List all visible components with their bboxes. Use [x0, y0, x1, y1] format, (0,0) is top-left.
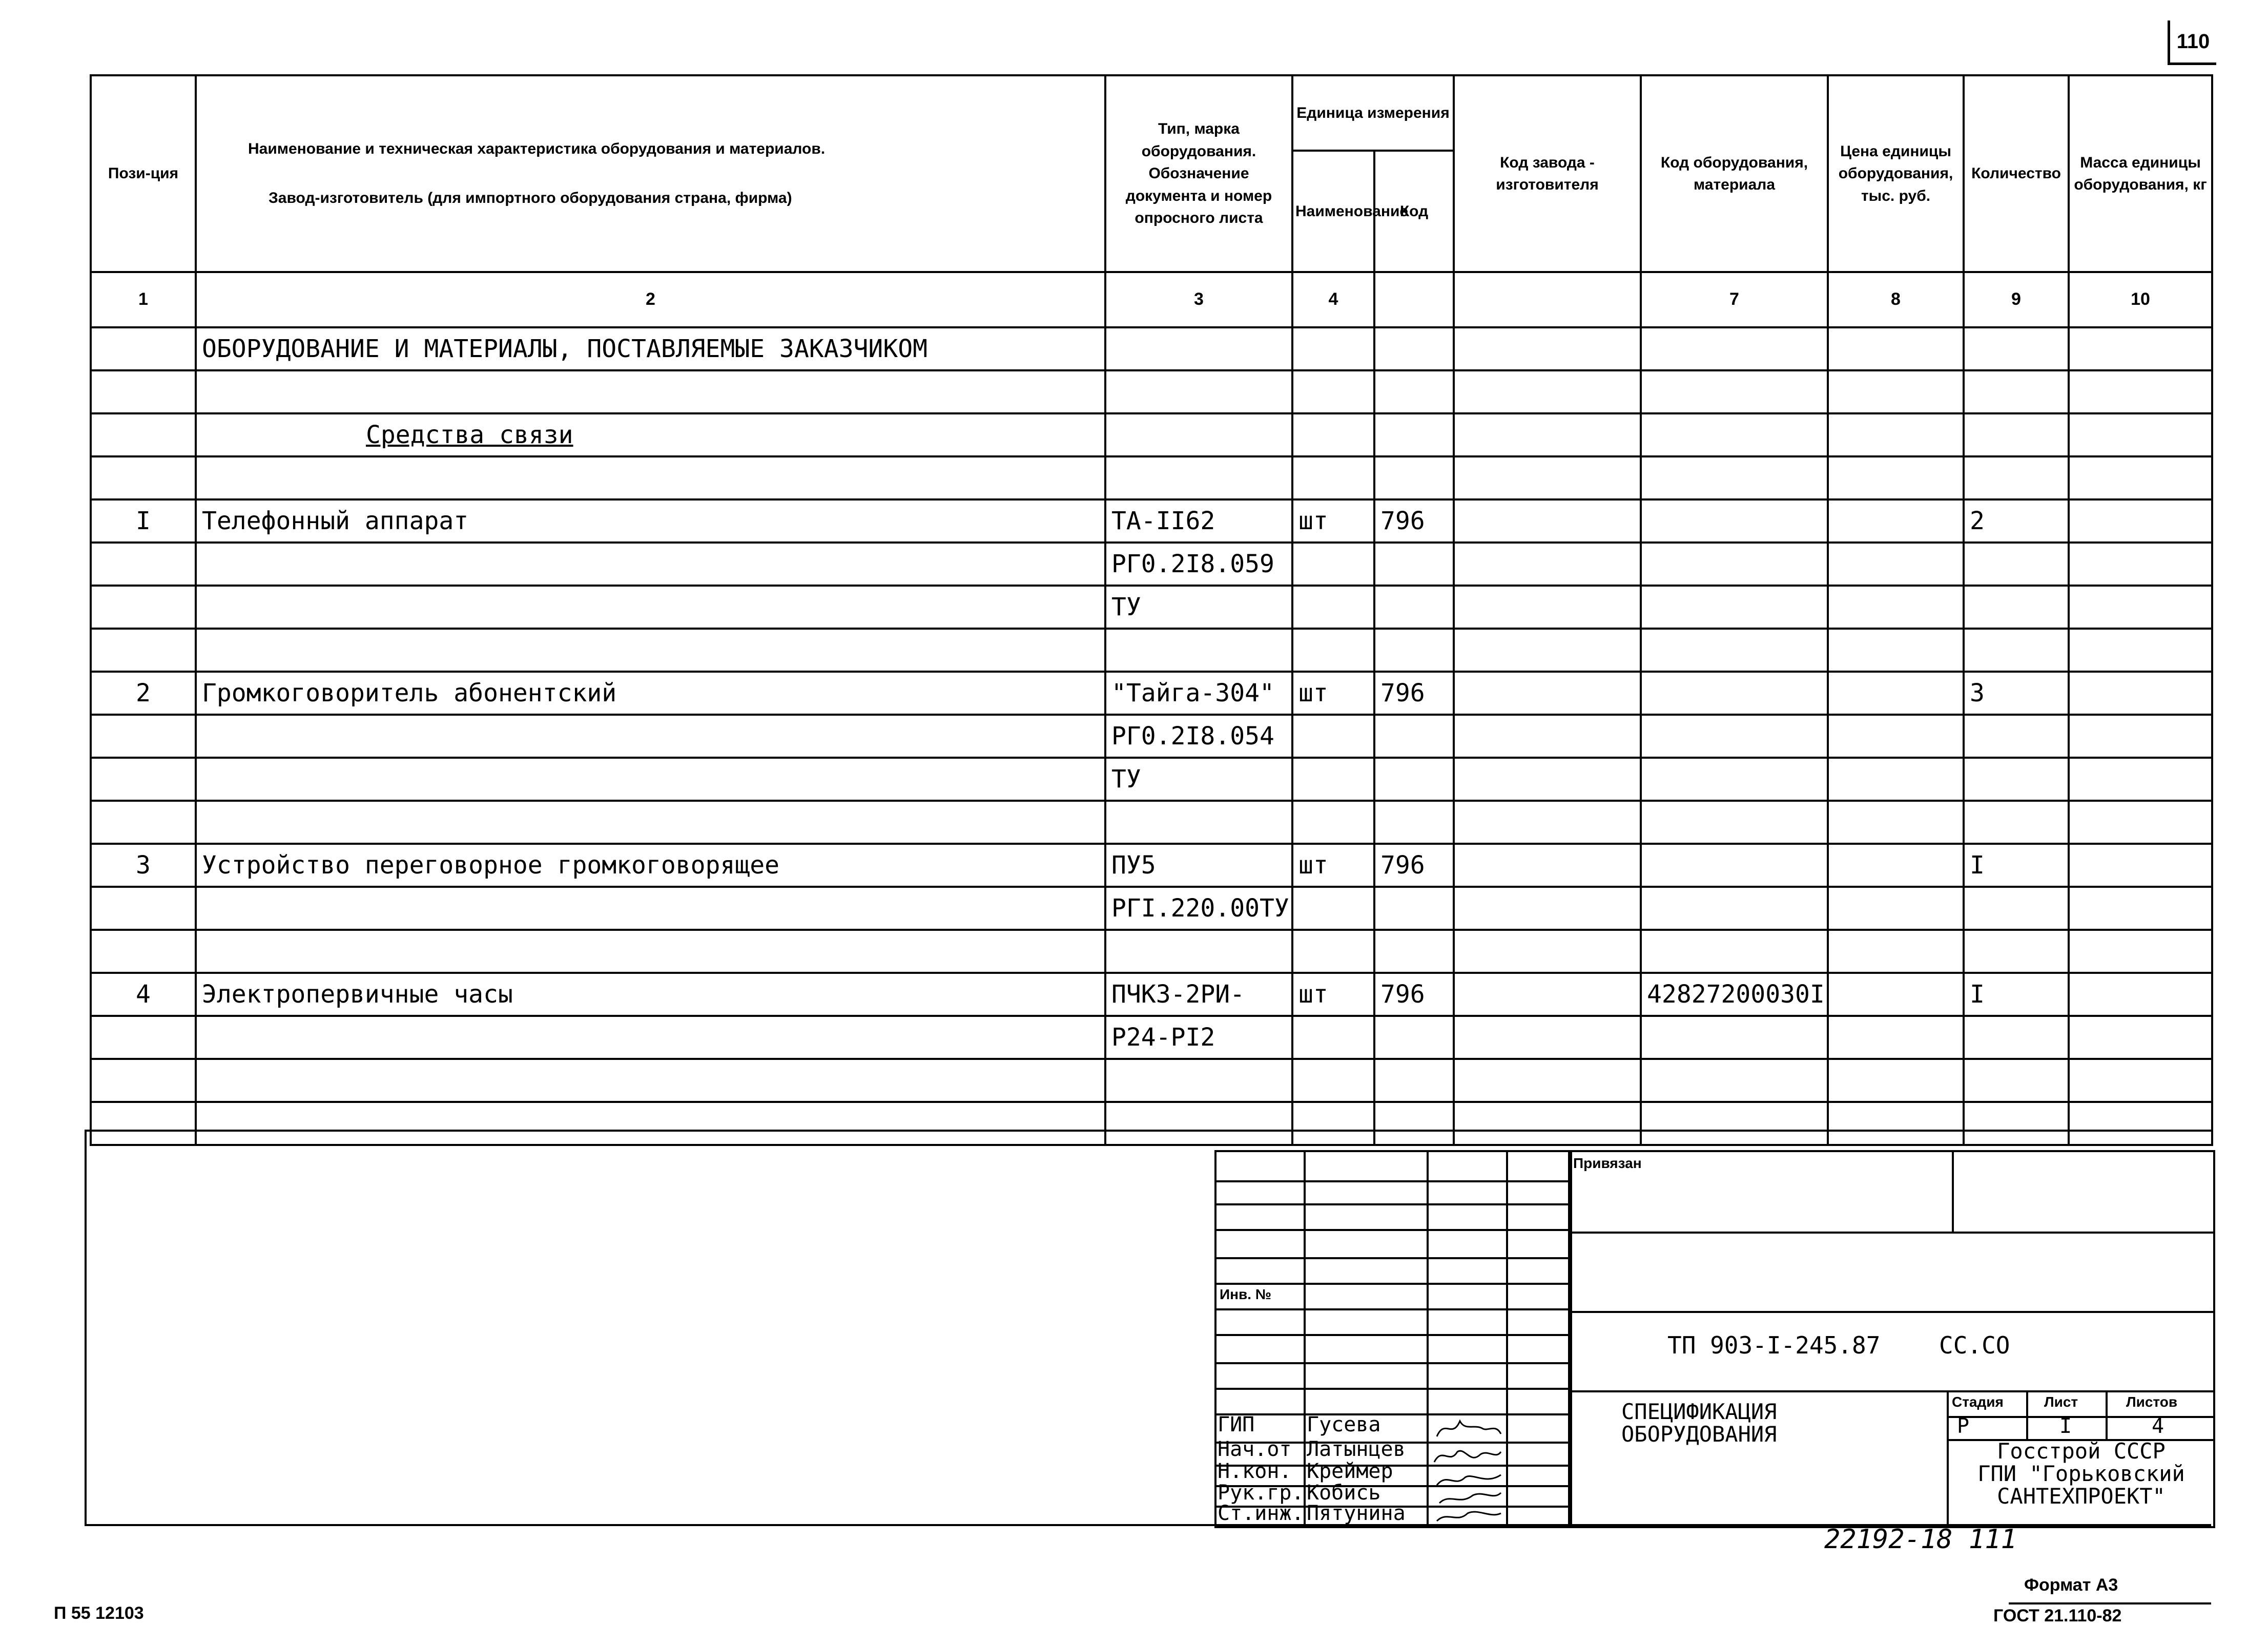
table-cell-qty: 2: [1964, 499, 2069, 543]
table-row: [91, 672, 2212, 715]
table-cell-type: Р24-РI2: [1105, 1016, 1292, 1059]
table-cell-mass: [2069, 629, 2212, 672]
table-cell-pos: [91, 370, 196, 413]
table-cell-name: Устройство переговорное громкоговорящее: [196, 844, 1105, 887]
table-cell-factory: [1454, 499, 1641, 543]
specification-table: [90, 74, 2213, 1146]
table-cell-code: 796: [1374, 973, 1454, 1016]
table-cell-qty: [1964, 413, 2069, 456]
table-row: [91, 543, 2212, 586]
signatory-role: Ст.инж.: [1218, 1502, 1304, 1525]
table-cell-qty: I: [1964, 844, 2069, 887]
table-cell-factory: [1454, 543, 1641, 586]
table-row: [91, 1059, 2212, 1102]
table-cell-qty: [1964, 629, 2069, 672]
table-cell-price: [1828, 973, 1964, 1016]
col-number: [1454, 272, 1641, 327]
table-cell-type: [1105, 1102, 1292, 1145]
table-row: [91, 930, 2212, 973]
table-cell-code: [1374, 543, 1454, 586]
table-row: [91, 499, 2212, 543]
sheet-label: Лист: [2044, 1394, 2078, 1410]
table-cell-unit: [1292, 930, 1374, 973]
table-cell-name: [196, 1016, 1105, 1059]
table-cell-equip: [1641, 370, 1828, 413]
table-cell-price: [1828, 930, 1964, 973]
table-cell-unit: [1292, 586, 1374, 629]
table-cell-code: [1374, 715, 1454, 758]
table-cell-type: ПУ5: [1105, 844, 1292, 887]
table-row: [91, 413, 2212, 456]
header-mass: Масса единицы оборудования, кг: [2069, 75, 2212, 272]
table-cell-name: [196, 629, 1105, 672]
table-cell-mass: [2069, 973, 2212, 1016]
table-cell-mass: [2069, 672, 2212, 715]
table-cell-mass: [2069, 758, 2212, 801]
table-cell-code: [1374, 801, 1454, 844]
table-cell-name: [196, 1102, 1105, 1145]
table-cell-equip: [1641, 930, 1828, 973]
table-cell-mass: [2069, 715, 2212, 758]
table-cell-unit: [1292, 1059, 1374, 1102]
table-cell-type: РГ0.2I8.059: [1105, 543, 1292, 586]
table-cell-pos: [91, 413, 196, 456]
table-cell-factory: [1454, 586, 1641, 629]
table-cell-name: [196, 758, 1105, 801]
table-cell-unit: [1292, 413, 1374, 456]
table-cell-qty: [1964, 586, 2069, 629]
table-cell-unit: [1292, 629, 1374, 672]
signatory-name: Креймер: [1307, 1460, 1393, 1483]
table-cell-equip: [1641, 1016, 1828, 1059]
table-cell-factory: [1454, 672, 1641, 715]
table-cell-type: [1105, 413, 1292, 456]
sheets-label: Листов: [2126, 1394, 2178, 1410]
header-name-line1: Наименование и техническая характеристика оборудования и материалов.: [248, 140, 826, 157]
document-title-line2: ОБОРУДОВАНИЯ: [1621, 1422, 1777, 1447]
table-cell-pos: I: [91, 499, 196, 543]
header-quantity: Количество: [1964, 75, 2069, 272]
table-cell-unit: шт: [1292, 672, 1374, 715]
frame-line: [2009, 1602, 2211, 1604]
table-cell-qty: [1964, 887, 2069, 930]
table-cell-factory: [1454, 973, 1641, 1016]
table-cell-price: [1828, 629, 1964, 672]
table-row: [91, 887, 2212, 930]
header-equipment-code: Код оборудования, материала: [1641, 75, 1828, 272]
header-factory-code: Код завода - изготовителя: [1454, 75, 1641, 272]
table-cell-factory: [1454, 715, 1641, 758]
table-cell-price: [1828, 327, 1964, 370]
signature-grid: [1214, 1150, 1572, 1528]
table-cell-qty: [1964, 327, 2069, 370]
table-cell-name: Электропервичные часы: [196, 973, 1105, 1016]
table-cell-pos: 4: [91, 973, 196, 1016]
table-cell-pos: [91, 586, 196, 629]
table-cell-unit: шт: [1292, 499, 1374, 543]
header-unit: Единица измерения: [1292, 75, 1454, 151]
table-cell-qty: I: [1964, 973, 2069, 1016]
table-cell-pos: [91, 629, 196, 672]
table-cell-unit: [1292, 715, 1374, 758]
table-cell-name: [196, 586, 1105, 629]
table-cell-unit: [1292, 456, 1374, 499]
table-cell-mass: [2069, 801, 2212, 844]
col-number: 9: [1964, 272, 2069, 327]
table-cell-name: [196, 543, 1105, 586]
organization-line2: ГПИ "Горьковский: [1977, 1461, 2185, 1487]
inventory-number-label: Инв. №: [1220, 1286, 1272, 1302]
table-row: [91, 1016, 2212, 1059]
document-suffix: СС.СО: [1939, 1331, 2010, 1359]
table-cell-factory: [1454, 1102, 1641, 1145]
table-cell-unit: [1292, 370, 1374, 413]
table-cell-unit: [1292, 543, 1374, 586]
table-cell-pos: [91, 758, 196, 801]
table-cell-price: [1828, 543, 1964, 586]
signatory-name: Пятунина: [1307, 1502, 1406, 1525]
table-cell-pos: [91, 930, 196, 973]
col-number: 3: [1105, 272, 1292, 327]
table-cell-factory: [1454, 801, 1641, 844]
handwritten-number: 22192-18 111: [1824, 1524, 2017, 1555]
table-cell-code: [1374, 930, 1454, 973]
table-cell-factory: [1454, 413, 1641, 456]
signatory-name: Гусева: [1307, 1413, 1381, 1436]
col-number: 10: [2069, 272, 2212, 327]
table-cell-pos: [91, 327, 196, 370]
table-cell-price: [1828, 1059, 1964, 1102]
table-cell-type: [1105, 370, 1292, 413]
gost-label: ГОСТ 21.110-82: [1993, 1606, 2122, 1625]
table-cell-mass: [2069, 413, 2212, 456]
frame-line: [85, 1130, 87, 1524]
sheets-value: 4: [2152, 1414, 2164, 1438]
table-cell-price: [1828, 586, 1964, 629]
table-cell-type: [1105, 327, 1292, 370]
table-cell-mass: [2069, 1102, 2212, 1145]
table-cell-mass: [2069, 887, 2212, 930]
table-cell-type: [1105, 629, 1292, 672]
signatory-role: ГИП: [1218, 1413, 1255, 1436]
col-number: 8: [1828, 272, 1964, 327]
table-cell-qty: [1964, 1102, 2069, 1145]
table-cell-pos: [91, 1059, 196, 1102]
table-cell-factory: [1454, 327, 1641, 370]
table-cell-type: ТУ: [1105, 586, 1292, 629]
table-cell-unit: [1292, 887, 1374, 930]
table-cell-factory: [1454, 1059, 1641, 1102]
signatory-role: Н.кон.: [1218, 1460, 1292, 1483]
header-type: Тип, марка оборудования. Обозначение документа и номер опросного листа: [1105, 75, 1292, 272]
table-cell-equip: [1641, 543, 1828, 586]
table-cell-name: [196, 370, 1105, 413]
table-row: [91, 973, 2212, 1016]
table-cell-name: [196, 1059, 1105, 1102]
table-cell-pos: [91, 1102, 196, 1145]
table-cell-equip: [1641, 499, 1828, 543]
table-row: [91, 1102, 2212, 1145]
table-cell-equip: [1641, 413, 1828, 456]
col-number: 1: [91, 272, 196, 327]
table-cell-type: [1105, 930, 1292, 973]
table-cell-qty: [1964, 543, 2069, 586]
table-cell-equip: [1641, 629, 1828, 672]
table-cell-pos: [91, 543, 196, 586]
header-name: [196, 75, 1105, 272]
table-cell-factory: [1454, 456, 1641, 499]
table-cell-equip: [1641, 586, 1828, 629]
table-cell-code: 796: [1374, 672, 1454, 715]
table-row: [91, 844, 2212, 887]
table-cell-code: [1374, 327, 1454, 370]
signature-marks: [1429, 1416, 1506, 1526]
table-cell-pos: 3: [91, 844, 196, 887]
table-cell-pos: 2: [91, 672, 196, 715]
table-cell-unit: [1292, 1016, 1374, 1059]
table-cell-code: 796: [1374, 844, 1454, 887]
table-cell-qty: [1964, 758, 2069, 801]
sheet-value: I: [2059, 1414, 2072, 1438]
table-cell-equip: [1641, 758, 1828, 801]
table-cell-code: [1374, 370, 1454, 413]
table-cell-mass: [2069, 543, 2212, 586]
table-cell-qty: [1964, 1059, 2069, 1102]
table-cell-unit: шт: [1292, 973, 1374, 1016]
table-cell-price: [1828, 672, 1964, 715]
linked-label: Привязан: [1573, 1155, 1642, 1171]
table-row: [91, 629, 2212, 672]
table-cell-type: "Тайга-304": [1105, 672, 1292, 715]
table-cell-qty: [1964, 370, 2069, 413]
table-cell-mass: [2069, 327, 2212, 370]
table-cell-mass: [2069, 1016, 2212, 1059]
table-cell-price: [1828, 844, 1964, 887]
document-title: [1621, 1401, 1777, 1446]
table-cell-price: [1828, 499, 1964, 543]
table-cell-pos: [91, 456, 196, 499]
table-cell-name: ОБОРУДОВАНИЕ И МАТЕРИАЛЫ, ПОСТАВЛЯЕМЫЕ ЗАКАЗЧИКОМ: [196, 327, 1105, 370]
table-cell-factory: [1454, 370, 1641, 413]
table-cell-factory: [1454, 930, 1641, 973]
col-number: 4: [1292, 272, 1374, 327]
header-name-line2: Завод-изготовитель (для импортного оборудования страна, фирма): [269, 190, 792, 206]
table-cell-name: Средства связи: [196, 413, 1105, 456]
table-cell-mass: [2069, 370, 2212, 413]
table-cell-mass: [2069, 844, 2212, 887]
table-cell-qty: [1964, 930, 2069, 973]
page-number: 110: [2168, 20, 2216, 65]
table-row: [91, 327, 2212, 370]
signatory-role: Нач.от: [1218, 1437, 1292, 1461]
header-unit-name: Наименование: [1292, 151, 1374, 272]
table-cell-pos: [91, 715, 196, 758]
header-price: Цена единицы оборудования, тыс. руб.: [1828, 75, 1964, 272]
table-cell-mass: [2069, 1059, 2212, 1102]
table-row: [91, 370, 2212, 413]
specification-body: [91, 327, 2212, 1145]
signatory-role: Рук.гр.: [1218, 1481, 1304, 1505]
table-cell-name: [196, 456, 1105, 499]
signatory-name: Кобись: [1307, 1481, 1381, 1505]
table-cell-type: РГI.220.00ТУ: [1105, 887, 1292, 930]
table-cell-type: РГ0.2I8.054: [1105, 715, 1292, 758]
print-code: П 55 12103: [54, 1603, 144, 1623]
table-cell-price: [1828, 1016, 1964, 1059]
table-cell-price: [1828, 370, 1964, 413]
table-cell-code: [1374, 1059, 1454, 1102]
table-cell-mass: [2069, 456, 2212, 499]
table-row: [91, 801, 2212, 844]
table-cell-price: [1828, 887, 1964, 930]
table-cell-equip: 42827200030I: [1641, 973, 1828, 1016]
header-position: Пози-ция: [91, 75, 196, 272]
document-code: ТП 903-I-245.87: [1667, 1331, 1881, 1359]
table-row: [91, 586, 2212, 629]
table-cell-factory: [1454, 844, 1641, 887]
signatory-name: Латынцев: [1307, 1437, 1406, 1461]
table-cell-price: [1828, 715, 1964, 758]
title-block: [1568, 1150, 2215, 1528]
document-title-line1: СПЕЦИФИКАЦИЯ: [1621, 1399, 1777, 1424]
table-cell-qty: [1964, 456, 2069, 499]
table-cell-price: [1828, 801, 1964, 844]
table-cell-code: [1374, 586, 1454, 629]
table-cell-code: [1374, 758, 1454, 801]
table-cell-factory: [1454, 629, 1641, 672]
table-cell-code: [1374, 456, 1454, 499]
table-cell-code: 796: [1374, 499, 1454, 543]
table-cell-type: ТА-II62: [1105, 499, 1292, 543]
table-row: [91, 456, 2212, 499]
table-cell-qty: [1964, 715, 2069, 758]
table-cell-equip: [1641, 327, 1828, 370]
stage-label: Стадия: [1952, 1394, 2004, 1410]
organization-line3: САНТЕХПРОЕКТ": [1997, 1484, 2166, 1509]
table-cell-code: [1374, 1102, 1454, 1145]
table-cell-type: ПЧКЗ-2РИ-: [1105, 973, 1292, 1016]
table-cell-mass: [2069, 499, 2212, 543]
format-label: Формат А3: [2024, 1575, 2118, 1595]
table-cell-pos: [91, 1016, 196, 1059]
table-cell-name: [196, 887, 1105, 930]
table-cell-code: [1374, 413, 1454, 456]
table-cell-equip: [1641, 672, 1828, 715]
table-cell-type: [1105, 456, 1292, 499]
table-cell-equip: [1641, 1102, 1828, 1145]
table-cell-pos: [91, 801, 196, 844]
table-cell-qty: 3: [1964, 672, 2069, 715]
table-cell-unit: [1292, 327, 1374, 370]
table-cell-code: [1374, 629, 1454, 672]
col-number: 2: [196, 272, 1105, 327]
table-cell-unit: [1292, 1102, 1374, 1145]
table-cell-price: [1828, 1102, 1964, 1145]
header-unit-code: Код: [1374, 151, 1454, 272]
table-cell-name: [196, 715, 1105, 758]
table-cell-price: [1828, 456, 1964, 499]
column-numbers-row: [91, 272, 2212, 327]
table-cell-code: [1374, 887, 1454, 930]
table-row: [91, 758, 2212, 801]
table-cell-qty: [1964, 1016, 2069, 1059]
table-cell-equip: [1641, 844, 1828, 887]
table-cell-price: [1828, 413, 1964, 456]
table-cell-mass: [2069, 930, 2212, 973]
table-cell-equip: [1641, 887, 1828, 930]
table-cell-equip: [1641, 456, 1828, 499]
table-cell-unit: шт: [1292, 844, 1374, 887]
table-cell-equip: [1641, 1059, 1828, 1102]
table-cell-name: [196, 801, 1105, 844]
table-cell-mass: [2069, 586, 2212, 629]
table-cell-factory: [1454, 1016, 1641, 1059]
table-cell-factory: [1454, 758, 1641, 801]
col-number: [1374, 272, 1454, 327]
table-cell-unit: [1292, 758, 1374, 801]
stage-value: Р: [1957, 1414, 1970, 1438]
table-row: [91, 715, 2212, 758]
table-cell-factory: [1454, 887, 1641, 930]
table-cell-type: [1105, 1059, 1292, 1102]
organization: [1952, 1440, 2211, 1508]
table-cell-qty: [1964, 801, 2069, 844]
table-cell-name: Телефонный аппарат: [196, 499, 1105, 543]
table-cell-type: ТУ: [1105, 758, 1292, 801]
table-cell-unit: [1292, 801, 1374, 844]
table-cell-name: [196, 930, 1105, 973]
table-cell-pos: [91, 887, 196, 930]
frame-line: [85, 1130, 2211, 1132]
col-number: 7: [1641, 272, 1828, 327]
table-cell-type: [1105, 801, 1292, 844]
table-cell-code: [1374, 1016, 1454, 1059]
table-cell-name: Громкоговоритель абонентский: [196, 672, 1105, 715]
organization-line1: Госстрой СССР: [1997, 1438, 2166, 1464]
table-cell-price: [1828, 758, 1964, 801]
table-cell-equip: [1641, 801, 1828, 844]
table-cell-equip: [1641, 715, 1828, 758]
